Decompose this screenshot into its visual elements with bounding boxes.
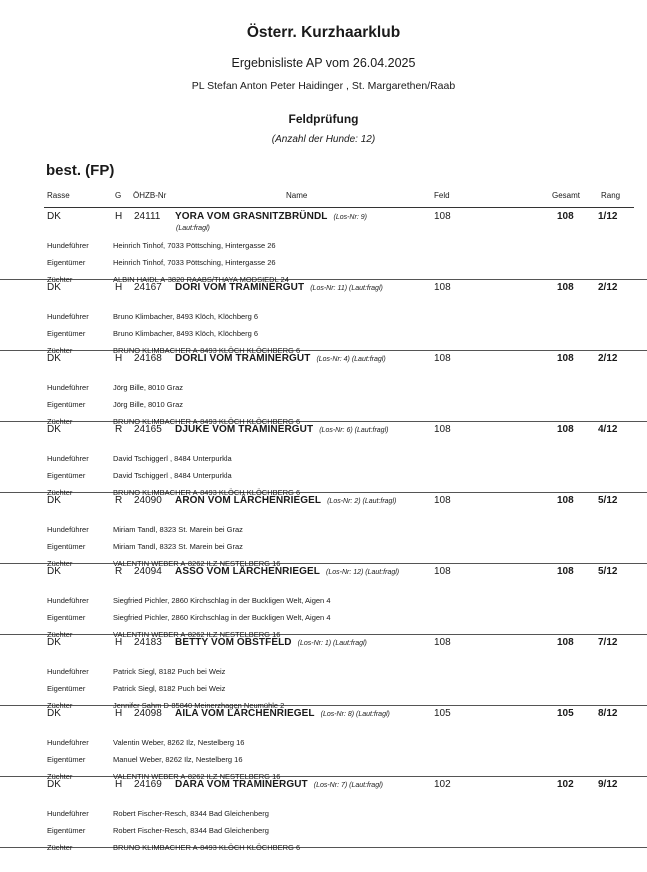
result-entry: [0, 280, 647, 355]
result-entry: [0, 209, 647, 284]
los-number: (Los-Nr: 7) (Laut:fragl): [313, 782, 383, 789]
handler-label: Hundeführer: [47, 312, 89, 321]
sex: R: [115, 566, 123, 577]
oehzb-number: 24098: [134, 708, 162, 719]
breeder-label: Züchter: [47, 417, 73, 426]
breed: DK: [47, 779, 61, 790]
owner-label: Eigentümer: [47, 755, 86, 764]
breeder-label: Züchter: [47, 843, 73, 852]
handler-value: Miriam Tandl, 8323 St. Marein bei Graz: [113, 525, 243, 534]
feld-score: 108: [434, 211, 451, 222]
owner-value: Siegfried Pichler, 2860 Kirchschlag in der Buckligen Welt, Aigen 4: [113, 613, 331, 622]
dog-name: DARA VOM TRAMINERGUT: [175, 779, 308, 790]
owner-value: Heinrich Tinhof, 7033 Pöttsching, Hintergasse 26: [113, 258, 276, 267]
dog-name: ASSO VOM LÄRCHENRIEGEL: [175, 566, 320, 577]
handler-value: Robert Fischer-Resch, 8344 Bad Gleichenberg: [113, 809, 269, 818]
rank: 1/12: [598, 211, 618, 222]
section-title: Feldprüfung: [288, 112, 359, 126]
dog-name-cell: [175, 637, 367, 648]
sex: R: [115, 495, 123, 506]
column-header-oehzb: ÖHZB-Nr: [133, 191, 167, 200]
rank: 8/12: [598, 708, 618, 719]
column-header-gesamt: Gesamt: [552, 191, 581, 200]
handler-label: Hundeführer: [47, 809, 89, 818]
rank: 4/12: [598, 424, 618, 435]
breed: DK: [47, 211, 61, 222]
handler-label: Hundeführer: [47, 454, 89, 463]
result-entry: [0, 351, 647, 426]
owner-value: Bruno Klimbacher, 8493 Klöch, Klöchberg 6: [113, 329, 259, 338]
feld-score: 108: [434, 424, 451, 435]
breeder-label: Züchter: [47, 488, 73, 497]
dog-name: BETTY VOM OBSTFELD: [175, 637, 292, 648]
rank: 5/12: [598, 495, 618, 506]
oehzb-number: 24090: [134, 495, 162, 506]
dog-name-cell: [175, 282, 383, 293]
los-number: (Los-Nr: 12) (Laut:fragl): [326, 569, 400, 576]
dog-name-cell: [175, 708, 390, 719]
handler-value: Siegfried Pichler, 2860 Kirchschlag in der Buckligen Welt, Aigen 4: [113, 596, 331, 605]
breed: DK: [47, 708, 61, 719]
breed: DK: [47, 637, 61, 648]
handler-value: Jörg Bille, 8010 Graz: [113, 383, 184, 392]
laut-note: (Laut:fragl): [176, 225, 210, 232]
los-number: (Los-Nr: 8) (Laut:fragl): [320, 711, 390, 718]
owner-label: Eigentümer: [47, 826, 86, 835]
oehzb-number: 24167: [134, 282, 162, 293]
breed: DK: [47, 566, 61, 577]
owner-value: Robert Fischer-Resch, 8344 Bad Gleichenberg: [113, 826, 269, 835]
feld-score: 105: [434, 708, 451, 719]
column-header-feld: Feld: [434, 191, 450, 200]
handler-label: Hundeführer: [47, 738, 89, 747]
total-score: 108: [557, 211, 574, 222]
owner-value: David Tschiggerl , 8484 Unterpurkla: [113, 471, 232, 480]
rank: 5/12: [598, 566, 618, 577]
handler-label: Hundeführer: [47, 525, 89, 534]
breeder-label: Züchter: [47, 701, 73, 710]
total-score: 108: [557, 637, 574, 648]
feld-score: 108: [434, 495, 451, 506]
feld-score: 108: [434, 353, 451, 364]
sex: H: [115, 353, 123, 364]
sex: H: [115, 282, 123, 293]
result-entry: [0, 564, 647, 639]
feld-score: 108: [434, 637, 451, 648]
oehzb-number: 24168: [134, 353, 162, 364]
los-number: (Los-Nr: 9): [333, 214, 367, 221]
owner-label: Eigentümer: [47, 400, 86, 409]
rank: 9/12: [598, 779, 618, 790]
breeder-label: Züchter: [47, 559, 73, 568]
los-number: (Los-Nr: 6) (Laut:fragl): [319, 427, 389, 434]
sex: H: [115, 779, 123, 790]
feld-score: 108: [434, 566, 451, 577]
dog-name: DJUKE VOM TRAMINERGUT: [175, 424, 314, 435]
breeder-value: BRUNO KLIMBACHER A-8493 KLÖCH KLÖCHBERG 6: [113, 488, 301, 497]
breed: DK: [47, 424, 61, 435]
owner-label: Eigentümer: [47, 542, 86, 551]
total-score: 108: [557, 282, 574, 293]
total-score: 108: [557, 424, 574, 435]
oehzb-number: 24111: [134, 211, 161, 222]
dog-name-cell: [175, 424, 388, 435]
dog-name: ARON VOM LÄRCHENRIEGEL: [175, 495, 322, 506]
breed: DK: [47, 353, 61, 364]
owner-value: Patrick Siegl, 8182 Puch bei Weiz: [113, 684, 226, 693]
test-location: PL Stefan Anton Peter Haidinger , St. Margarethen/Raab: [191, 80, 456, 92]
breeder-label: Züchter: [47, 772, 73, 781]
total-score: 108: [557, 566, 574, 577]
total-score: 105: [557, 708, 574, 719]
handler-value: David Tschiggerl , 8484 Unterpurkla: [113, 454, 232, 463]
breeder-value: BRUNO KLIMBACHER A-8493 KLÖCH KLÖCHBERG 6: [113, 346, 301, 355]
dog-name-cell: [175, 211, 367, 222]
handler-value: Patrick Siegl, 8182 Puch bei Weiz: [113, 667, 226, 676]
breeder-label: Züchter: [47, 346, 73, 355]
sex: H: [115, 708, 123, 719]
oehzb-number: 24094: [134, 566, 162, 577]
oehzb-number: 24183: [134, 637, 162, 648]
handler-label: Hundeführer: [47, 241, 89, 250]
handler-label: Hundeführer: [47, 383, 89, 392]
breeder-label: Züchter: [47, 275, 73, 284]
owner-value: Jörg Bille, 8010 Graz: [113, 400, 184, 409]
oehzb-number: 24165: [134, 424, 162, 435]
dog-name: YORA VOM GRASNITZBRÜNDL: [175, 211, 328, 222]
owner-value: Manuel Weber, 8262 Ilz, Nestelberg 16: [113, 755, 243, 764]
column-header-g: G: [115, 191, 122, 200]
breeder-value: VALENTIN WEBER A-8262 ILZ NESTELBERG 16: [113, 630, 281, 639]
handler-label: Hundeführer: [47, 667, 89, 676]
dog-name-cell: [175, 779, 383, 790]
feld-score: 108: [434, 282, 451, 293]
column-header-rang: Rang: [601, 191, 621, 200]
handler-value: Heinrich Tinhof, 7033 Pöttsching, Hintergasse 26: [113, 241, 276, 250]
owner-value: Miriam Tandl, 8323 St. Marein bei Graz: [113, 542, 243, 551]
result-entry: [0, 493, 647, 568]
oehzb-number: 24169: [134, 779, 162, 790]
los-number: (Los-Nr: 2) (Laut:fragl): [327, 498, 397, 505]
result-entry: [0, 706, 647, 781]
column-header-rasse: Rasse: [47, 191, 70, 200]
breeder-value: Jennifer Sahm D-85840 Meinerzhagen Neumühle 2: [113, 701, 285, 710]
rank: 2/12: [598, 282, 618, 293]
owner-label: Eigentümer: [47, 258, 86, 267]
breeder-label: Züchter: [47, 630, 73, 639]
handler-label: Hundeführer: [47, 596, 89, 605]
breeder-value: VALENTIN WEBER A-8262 ILZ NESTELBERG 16: [113, 772, 281, 781]
result-entry: [0, 422, 647, 497]
dog-count: (Anzahl der Hunde: 12): [271, 134, 376, 145]
results-list: [0, 209, 647, 852]
los-number: (Los-Nr: 4) (Laut:fragl): [316, 356, 386, 363]
owner-label: Eigentümer: [47, 613, 86, 622]
results-subtitle: Ergebnisliste AP vom 26.04.2025: [231, 56, 416, 70]
owner-label: Eigentümer: [47, 329, 86, 338]
total-score: 108: [557, 353, 574, 364]
breeder-value: VALENTIN WEBER A-8262 ILZ NESTELBERG 16: [113, 559, 281, 568]
owner-label: Eigentümer: [47, 684, 86, 693]
club-title: Österr. Kurzhaarklub: [246, 24, 401, 41]
dog-name: DORI VOM TRAMINERGUT: [175, 282, 305, 293]
owner-label: Eigentümer: [47, 471, 86, 480]
column-header-name: Name: [286, 191, 308, 200]
sex: H: [115, 211, 123, 222]
result-entry: [0, 635, 647, 710]
dog-name: DORLI VOM TRAMINERGUT: [175, 353, 311, 364]
dog-name-cell: [175, 495, 396, 506]
handler-value: Valentin Weber, 8262 Ilz, Nestelberg 16: [113, 738, 245, 747]
breed: DK: [47, 282, 61, 293]
handler-value: Bruno Klimbacher, 8493 Klöch, Klöchberg 6: [113, 312, 259, 321]
sex: H: [115, 637, 123, 648]
los-number: (Los-Nr: 11) (Laut:fragl): [310, 285, 383, 292]
header-divider: [44, 207, 634, 208]
rank: 2/12: [598, 353, 618, 364]
dog-name-cell: [175, 566, 399, 577]
rank: 7/12: [598, 637, 618, 648]
total-score: 102: [557, 779, 574, 790]
dog-name-cell: [175, 353, 386, 364]
dog-name: AILA VOM LÄRCHENRIEGEL: [175, 708, 315, 719]
breeder-value: BRUNO KLIMBACHER A-8493 KLÖCH KLÖCHBERG 6: [113, 417, 301, 426]
breeder-value: ALBIN HAIDL A-3820 RAABS/THAYA MODSIEDL 24: [113, 275, 289, 284]
breed: DK: [47, 495, 61, 506]
los-number: (Los-Nr: 1) (Laut:fragl): [297, 640, 367, 647]
breeder-value: BRUNO KLIMBACHER A-8493 KLÖCH KLÖCHBERG 6: [113, 843, 301, 852]
sex: R: [115, 424, 123, 435]
feld-score: 102: [434, 779, 451, 790]
total-score: 108: [557, 495, 574, 506]
result-entry: [0, 777, 647, 852]
group-title: best. (FP): [46, 162, 115, 179]
